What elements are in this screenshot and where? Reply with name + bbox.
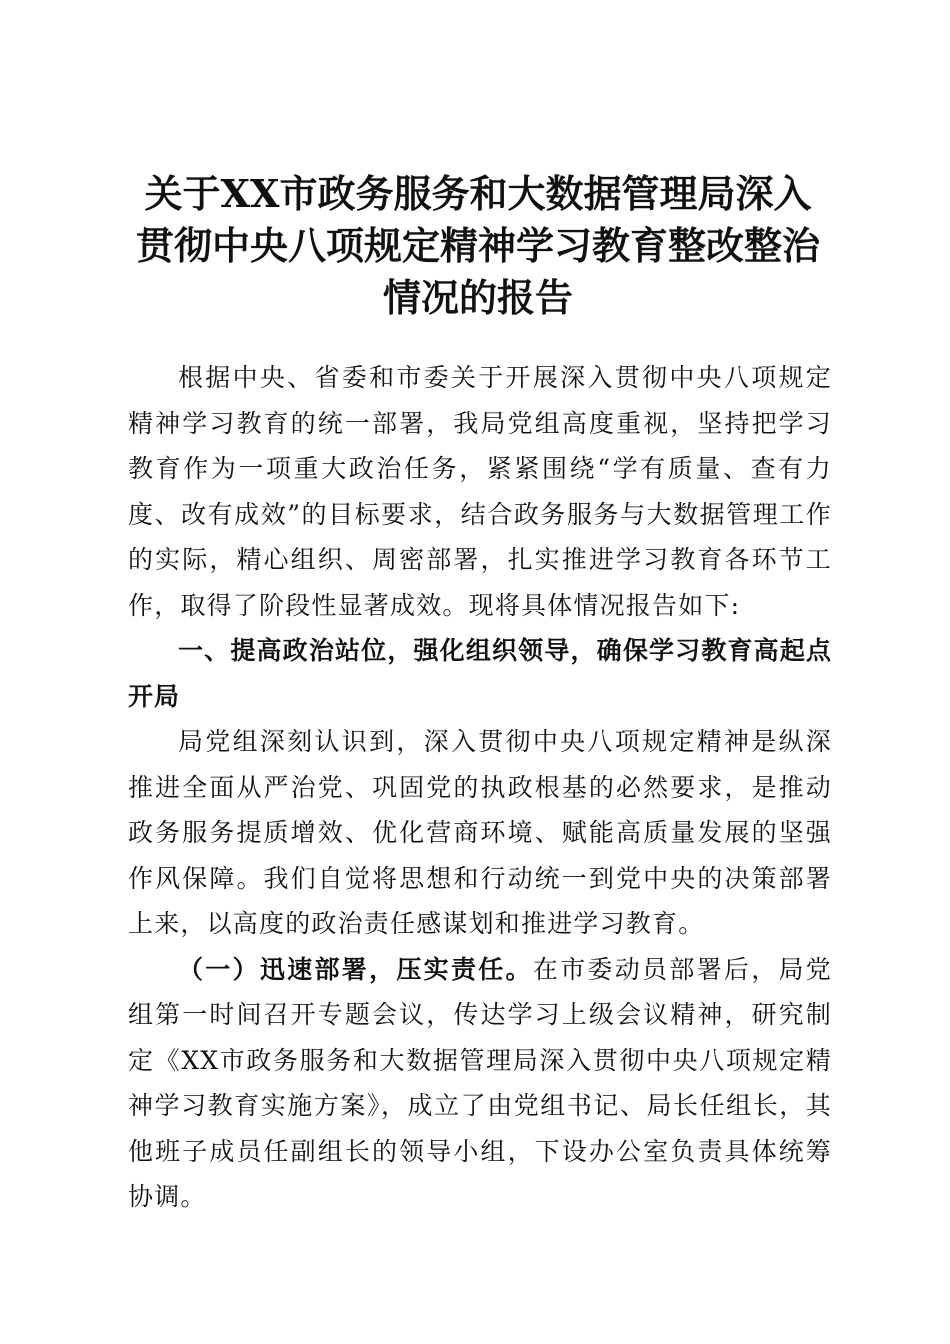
document-body xyxy=(128,355,832,1220)
subsection-paragraph xyxy=(128,947,832,1220)
subsection-body: 在市委动员部署后，局党组第一时间召开专题会议，传达学习上级会议精神，研究制定《XX市政务服务和大数据管理局深入贯彻中央八项规定精神学习教育实施方案》，成立了由党组书记、局长任组长，其他班子成员任副组长的领导小组，下设办公室负责具体统筹协调。 xyxy=(128,954,832,1211)
document-title: 关于XX市政务服务和大数据管理局深入贯彻中央八项规定精神学习教育整改整治情况的报告 xyxy=(135,171,820,320)
section-body-paragraph: 局党组深刻认识到，深入贯彻中央八项规定精神是纵深推进全面从严治党、巩固党的执政根基的必然要求，是推动政务服务提质增效、优化营商环境、赋能高质量发展的坚强作风保障。我们自觉将思想和行动统一到党中央的决策部署上来，以高度的政治责任感谋划和推进学习教育。 xyxy=(128,727,832,938)
intro-paragraph: 根据中央、省委和市委关于开展深入贯彻中央八项规定精神学习教育的统一部署，我局党组高度重视，坚持把学习教育作为一项重大政治任务，紧紧围绕“学有质量、查有力度、改有成效”的目标要求，结合政务服务与大数据管理工作的实际，精心组织、周密部署，扎实推进学习教育各环节工作，取得了阶段性显著成效。现将具体情况报告如下: xyxy=(128,363,832,620)
subsection-lead: （一）迅速部署，压实责任。 xyxy=(178,954,533,984)
section-heading: 一、提高政治站位，强化组织领导，确保学习教育高起点开局 xyxy=(128,636,832,711)
